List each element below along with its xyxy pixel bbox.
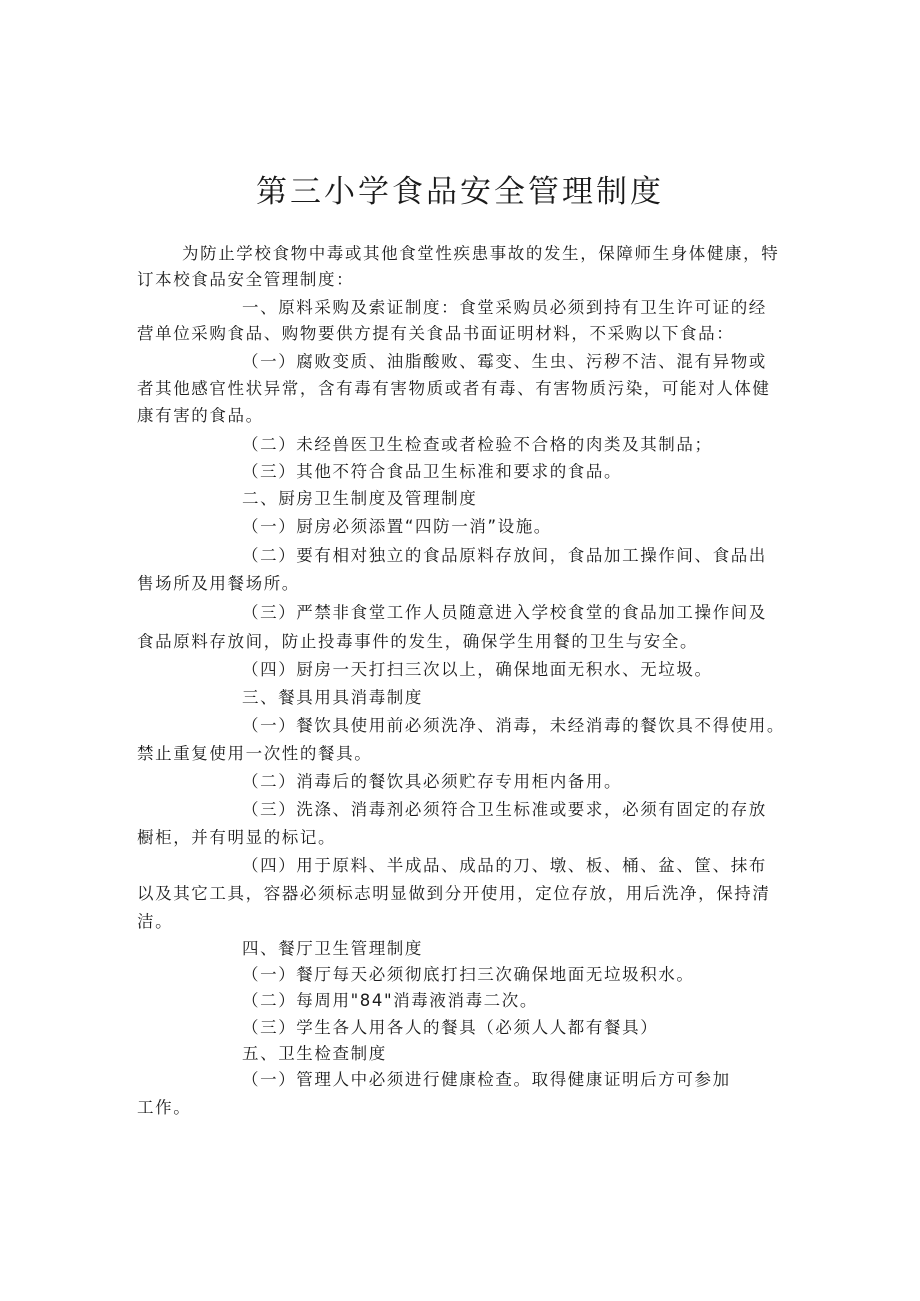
body-line: 禁止重复使用一次性的餐具。: [137, 744, 373, 763]
body-line: 食品原料存放间，防止投毒事件的发生，确保学生用餐的卫生与安全。: [137, 632, 699, 651]
body-line: 康有害的食品。: [137, 406, 264, 425]
body-line: 橱柜，并有明显的标记。: [137, 828, 337, 847]
body-line: （三）严禁非食堂工作人员随意进入学校食堂的食品加工操作间及: [242, 603, 767, 622]
body-line: （一）餐饮具使用前必须洗净、消毒，未经消毒的餐饮具不得使用。: [242, 716, 785, 735]
body-line: （二）消毒后的餐饮具必须贮存专用柜内备用。: [242, 772, 623, 791]
section-heading: 一、原料采购及索证制度：食堂采购员必须到持有卫生许可证的经: [242, 298, 767, 317]
body-line: （三）其他不符合食品卫生标准和要求的食品。: [242, 462, 623, 481]
document-title: 第三小学食品安全管理制度: [256, 174, 664, 210]
body-line: 以及其它工具，容器必须标志明显做到分开使用，定位存放，用后洗净，保持清: [137, 884, 771, 903]
section-heading: 四、餐厅卫生管理制度: [242, 939, 423, 958]
body-line: （四）厨房一天打扫三次以上，确保地面无积水、无垃圾。: [242, 660, 713, 679]
body-line: （四）用于原料、半成品、成品的刀、墩、板、桶、盆、筐、抹布: [242, 856, 767, 875]
body-line: 工作。: [137, 1098, 192, 1117]
section-heading: 三、餐具用具消毒制度: [242, 688, 423, 707]
section-heading: 二、厨房卫生制度及管理制度: [242, 489, 478, 508]
body-line: 者其他感官性状异常，含有毒有害物质或者有毒、有害物质污染，可能对人体健: [137, 379, 771, 398]
body-line: 洁。: [137, 912, 174, 931]
body-line: （一）餐厅每天必须彻底打扫三次确保地面无垃圾积水。: [242, 965, 695, 984]
body-line: （一）腐败变质、油脂酸败、霉变、生虫、污秽不洁、混有异物或: [242, 352, 767, 371]
body-line: （二）要有相对独立的食品原料存放间，食品加工操作间、食品出: [242, 546, 767, 565]
body-line: 为防止学校食物中毒或其他食堂性疾患事故的发生，保障师生身体健康，特: [182, 244, 780, 263]
body-line: 售场所及用餐场所。: [137, 574, 300, 593]
body-line: 订本校食品安全管理制度：: [137, 270, 355, 289]
section-heading: 五、卫生检查制度: [242, 1044, 387, 1063]
body-line: （二）每周用"84"消毒液消毒二次。: [242, 991, 538, 1010]
body-line: （二）未经兽医卫生检查或者检验不合格的肉类及其制品；: [242, 435, 713, 454]
body-line: （三）学生各人用各人的餐具（必须人人都有餐具）: [242, 1018, 659, 1037]
body-line: （三）洗涤、消毒剂必须符合卫生标准或要求，必须有固定的存放: [242, 800, 767, 819]
body-line: （一）厨房必须添置“四防一消”设施。: [242, 517, 552, 536]
body-line: 营单位采购食品、购物要供方提有关食品书面证明材料，不采购以下食品：: [137, 324, 735, 343]
body-line: （一）管理人中必须进行健康检查。取得健康证明后方可参加: [242, 1070, 731, 1089]
